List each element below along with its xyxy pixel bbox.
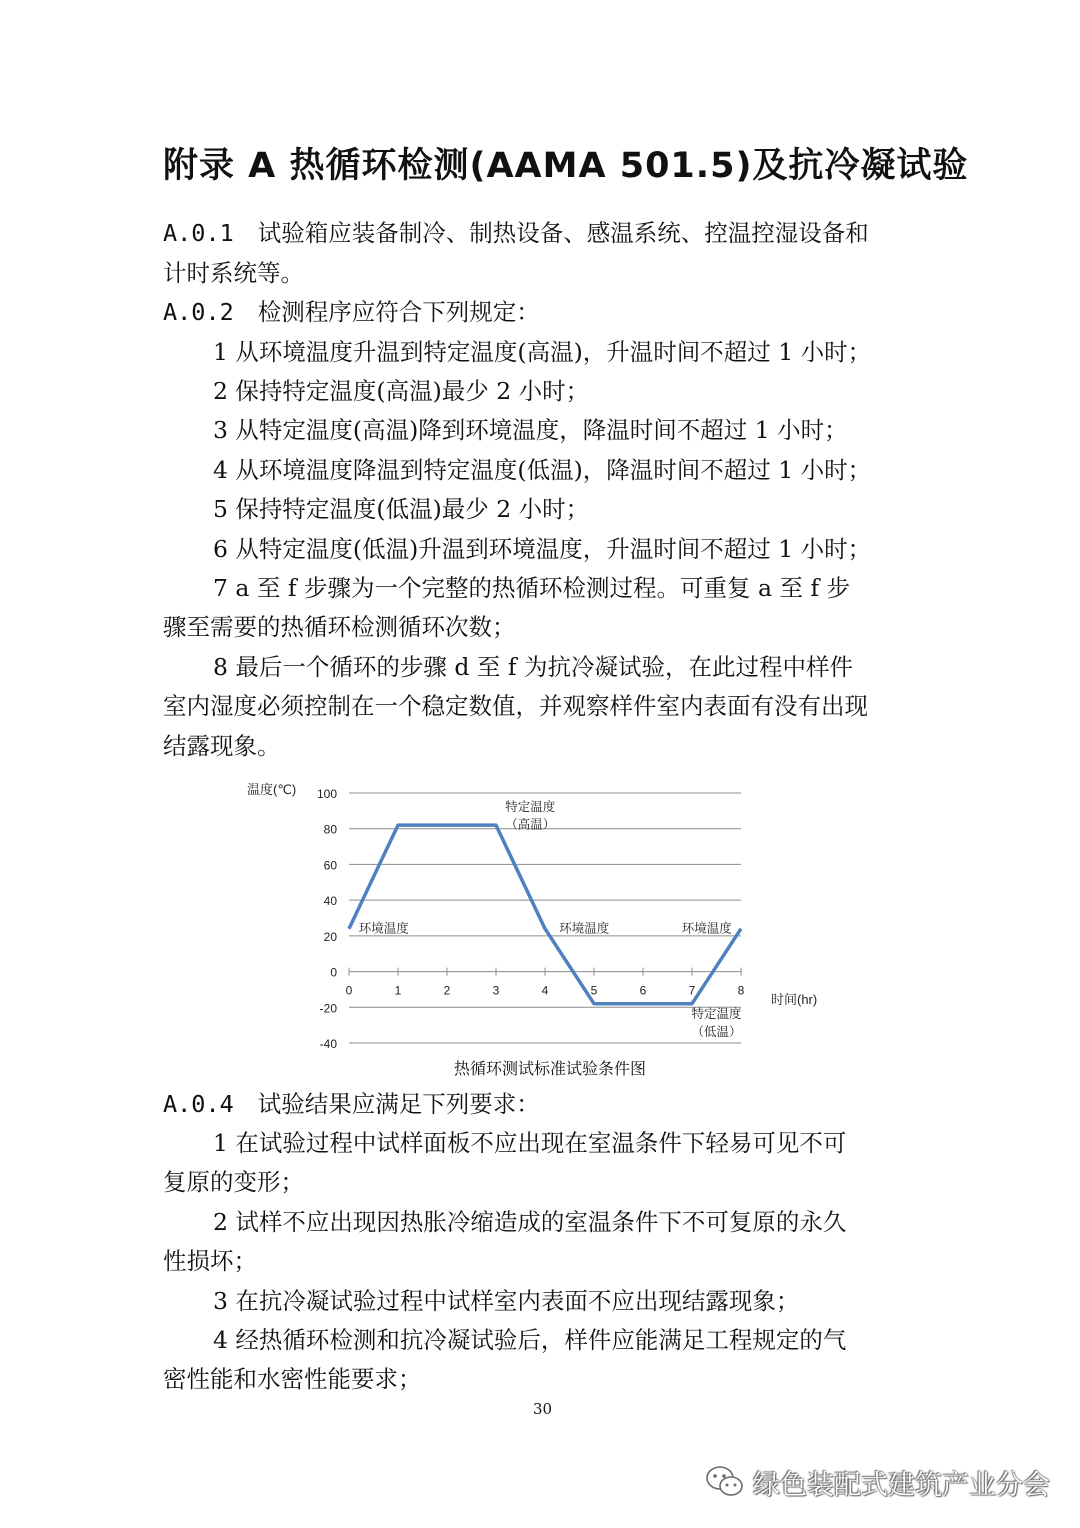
clause-number: A.0.1 [163,219,234,247]
x-tick-label: 5 [590,983,598,998]
paragraph-line: 性损坏； [163,1247,257,1275]
y-axis-label: 温度(℃) [247,782,297,797]
y-tick-label: 80 [323,822,337,837]
x-tick-label: 7 [688,983,696,998]
x-tick-label: 8 [737,983,745,998]
list-item: 3 在抗冷凝试验过程中试样室内表面不应出现结露现象； [213,1287,800,1315]
chart-annotation: 环境温度 [559,921,610,936]
chart-annotation: （高温） [505,817,556,832]
chart-svg [244,775,844,1060]
clause-text: 检测程序应符合下列规定： [257,298,540,326]
list-item: 6 从特定温度(低温)升温到环境温度，升温时间不超过 1 小时； [213,535,872,563]
paragraph-a04 [163,1089,540,1119]
list-item: 1 从环境温度升温到特定温度(高温)，升温时间不超过 1 小时； [213,338,872,366]
list-item: 3 从特定温度(高温)降到环境温度，降温时间不超过 1 小时； [213,416,848,444]
x-tick-label: 2 [443,983,451,998]
y-tick-label: 0 [330,965,337,980]
y-tick-label: -20 [319,1001,337,1016]
x-tick-label: 6 [639,983,647,998]
paragraph-line: 室内湿度必须控制在一个稳定数值，并观察样件室内表面有没有出现 [163,692,868,720]
chart-annotation: 环境温度 [358,921,409,936]
y-tick-label: 60 [323,858,337,873]
clause-number: A.0.2 [163,298,234,326]
chart-caption: 热循环测试标准试验条件图 [453,1059,646,1078]
list-item: 2 保持特定温度(高温)最少 2 小时； [213,377,590,405]
chart-annotation: 环境温度 [681,921,732,936]
clause-text: 试验箱应装备制冷、制热设备、感温系统、控温控湿设备和 [257,219,869,247]
clause-number: A.0.4 [163,1090,234,1118]
list-item: 4 从环境温度降温到特定温度(低温)，降温时间不超过 1 小时； [213,456,872,484]
chart-annotation: 特定温度 [691,1007,742,1021]
list-item: 7 a 至 f 步骤为一个完整的热循环检测过程。可重复 a 至 f 步 [213,574,851,602]
clause-text: 试验结果应满足下列要求： [257,1090,540,1118]
list-item: 1 在试验过程中试样面板不应出现在室温条件下轻易可见不可 [213,1129,847,1157]
chart-annotation: （低温） [691,1024,742,1039]
temperature-cycle-chart [244,775,844,1060]
paragraph-a01 [163,218,869,248]
page-number: 30 [532,1400,553,1418]
paragraph-line: 复原的变形； [163,1168,304,1196]
paragraph-line: 计时系统等。 [163,259,304,287]
x-axis-label: 时间(hr) [771,992,818,1007]
watermark [705,1462,1050,1502]
page-title: 附录 A 热循环检测(AAMA 501.5)及抗冷凝试验 [163,146,969,186]
list-item: 8 最后一个循环的步骤 d 至 f 为抗冷凝试验，在此过程中样件 [213,653,854,681]
list-item: 2 试样不应出现因热胀冷缩造成的室温条件下不可复原的永久 [213,1208,847,1236]
x-tick-label: 1 [394,983,402,998]
paragraph-line: 骤至需要的热循环检测循环次数； [163,613,516,641]
chart-annotation: 特定温度 [505,799,556,814]
list-item: 5 保持特定温度(低温)最少 2 小时； [213,495,590,523]
series-line [349,825,741,1004]
y-tick-label: 40 [323,894,337,909]
paragraph-a02 [163,297,540,327]
x-tick-label: 0 [345,983,353,998]
wechat-icon [705,1464,745,1500]
paragraph-line: 结露现象。 [163,732,281,760]
y-tick-label: 100 [316,787,337,801]
y-tick-label: -40 [319,1037,337,1051]
watermark-text: 绿色装配式建筑产业分会 [753,1469,1050,1501]
paragraph-line: 密性能和水密性能要求； [163,1365,422,1393]
list-item: 4 经热循环检测和抗冷凝试验后，样件应能满足工程规定的气 [213,1326,847,1354]
y-tick-label: 20 [323,929,337,944]
x-tick-label: 4 [541,983,549,998]
x-tick-label: 3 [492,983,500,998]
